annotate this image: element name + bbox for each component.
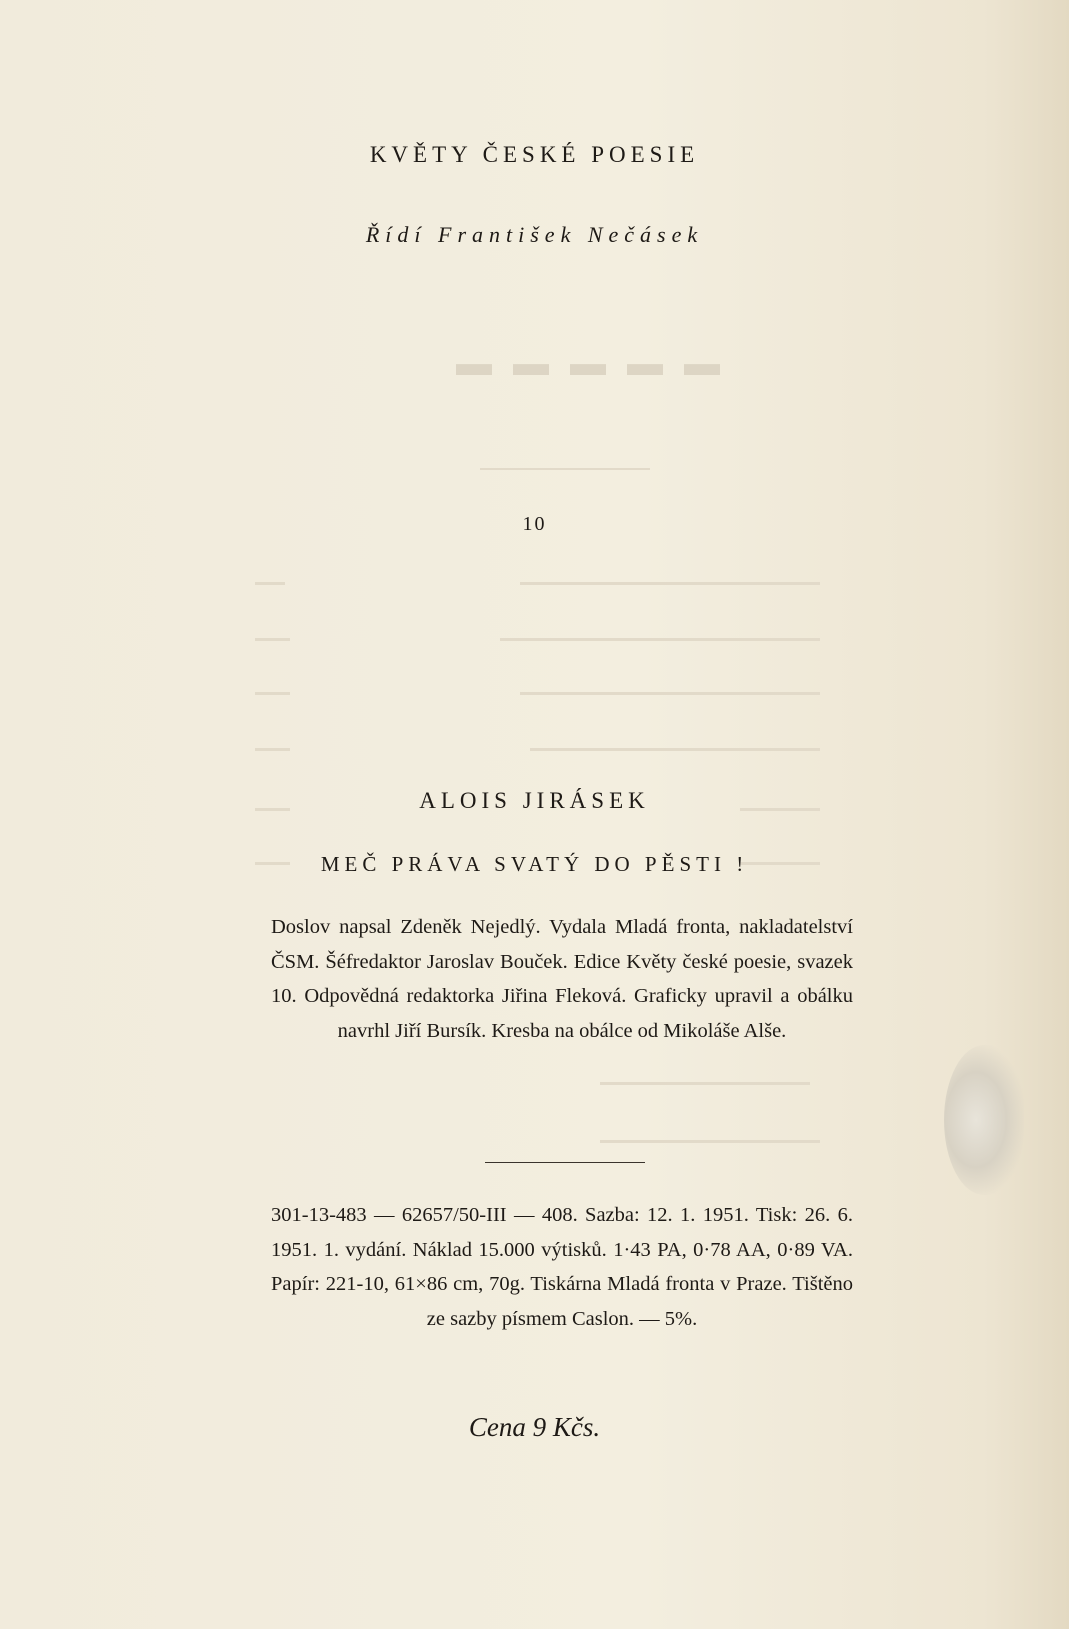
volume-number: 10 xyxy=(522,513,547,535)
series-editor: Řídí František Nečásek xyxy=(365,222,704,247)
paper-stain xyxy=(944,1045,1024,1195)
show-through-line xyxy=(520,692,820,695)
show-through-pagenum xyxy=(255,748,290,751)
show-through-line xyxy=(520,582,820,585)
print-details-paragraph: 301-13-483 — 62657/50-III — 408. Sazba: 12. 1. 1951. Tisk: 26. 6. 1951. 1. vydání. Náklad 15.000 výtisků. 1·43 PA, 0·78 AA, 0·89 VA. Papír: 221-10, 61×86 cm, 70g. Tiskárna Mladá fronta v Praze. Tištěno ze sazby písmem Caslon. — 5%. xyxy=(271,1204,853,1330)
show-through-line xyxy=(500,638,820,641)
show-through-pagenum xyxy=(255,638,290,641)
show-through-pagenum xyxy=(255,692,290,695)
author-name: ALOIS JIRÁSEK xyxy=(419,788,650,813)
credits-paragraph: Doslov napsal Zdeněk Nejedlý. Vydala Mladá fronta, nakladatelství ČSM. Šéfredaktor Jaroslav Bouček. Edice Květy české poesie, svazek 10. Odpovědná redaktorka Jiřina Fleková. Graficky upravil a obálku navrhl Jiří Bursík. Kresba na obálce od Mikoláše Alše. xyxy=(271,916,853,1042)
show-through-pagenum xyxy=(255,582,285,585)
series-title: KVĚTY ČESKÉ POESIE xyxy=(369,142,700,167)
book-title: MEČ PRÁVA SVATÝ DO PĚSTI ! xyxy=(320,852,749,876)
price: Cena 9 Kčs. xyxy=(468,1412,601,1442)
show-through-heading: ▬ ▬ ▬ ▬ ▬ xyxy=(450,343,720,383)
show-through-line xyxy=(530,748,820,751)
show-through-line xyxy=(600,1140,820,1143)
divider-rule xyxy=(485,1162,645,1163)
show-through-rule xyxy=(480,468,650,470)
show-through-line xyxy=(600,1082,810,1085)
